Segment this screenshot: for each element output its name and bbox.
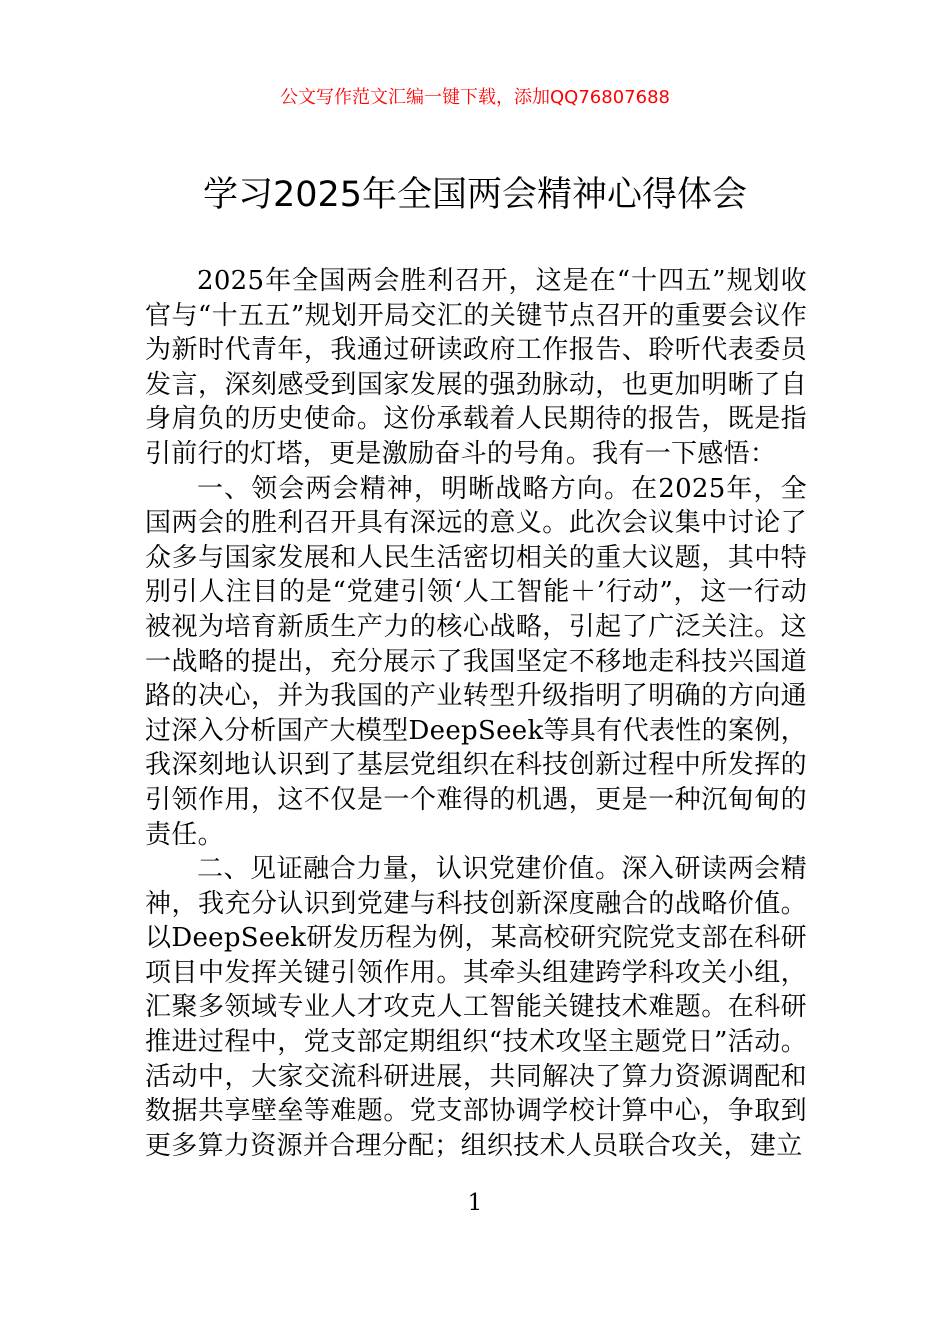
paragraph-text: 深入研读两会精神，我充分认识到党建与科技创新深度融合的战略价值。以DeepSeek研发历程为例，某高校研究院党支部在科研项目中发挥关键引领作用。其牵头组建跨学科攻关小组，汇聚多领域专业人才攻克人工智能关键技术难题。在科研推进过程中，党支部定期组织“技术攻坚主题党日”活动。活动中，大家交流科研进展，共同解决了算力资源调配和数据共享壁垒等难题。党支部协调学校计算中心，争取到更多算力资源并合理分配；组织技术人员联合攻关，建立: [145, 854, 807, 1161]
document-title: 学习2025年全国两会精神心得体会: [202, 175, 748, 215]
download-note: 公文写作范文汇编一键下载，添加QQ76807688: [280, 87, 670, 108]
section-heading: 一、领会两会精神，明晰战略方向。: [197, 473, 632, 504]
paragraph-text: 2025年全国两会胜利召开，这是在“十四五”规划收官与“十五五”规划开局交汇的关键节点召开的重要会议作为新时代青年，我通过研读政府工作报告、聆听代表委员发言，深刻感受到国家发展的强劲脉动，也更加明晰了自身肩负的历史使命。这份承载着人民期待的报告，既是指引前行的灯塔，更是激励奋斗的号角。我有一下感悟：: [145, 266, 807, 469]
paragraph-intro: [145, 264, 807, 472]
page-number: 1: [467, 1190, 483, 1216]
paragraph-section-2: [145, 852, 807, 1163]
paragraph-section-1: [145, 472, 807, 853]
document-body: [145, 264, 807, 1163]
section-heading: 二、见证融合力量，认识党建价值。: [197, 854, 622, 885]
paragraph-text: 在2025年，全国两会的胜利召开具有深远的意义。此次会议集中讨论了众多与国家发展和人民生活密切相关的重大议题，其中特别引人注目的是“党建引领‘人工智能＋’行动”，这一行动被视为培育新质生产力的核心战略，引起了广泛关注。这一战略的提出，充分展示了我国坚定不移地走科技兴国道路的决心，并为我国的产业转型升级指明了明确的方向通过深入分析国产大模型DeepSeek等具有代表性的案例，我深刻地认识到了基层党组织在科技创新过程中所发挥的引领作用，这不仅是一个难得的机遇，更是一种沉甸甸的责任。: [145, 473, 807, 850]
